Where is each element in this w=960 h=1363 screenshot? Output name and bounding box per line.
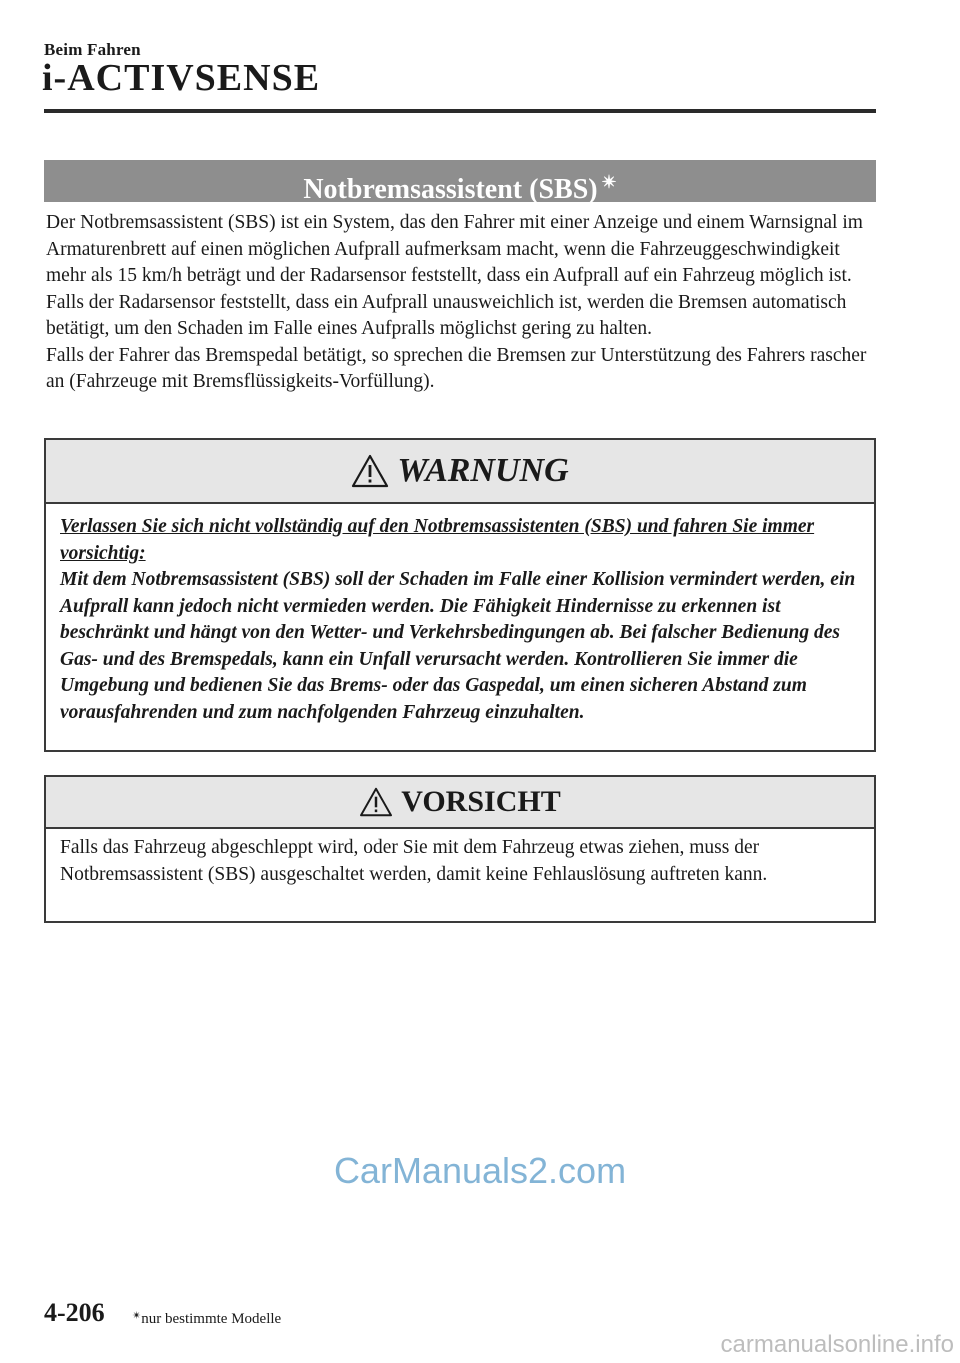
warning-lead: Verlassen Sie sich nicht vollständig auf den Notbremsassistenten (SBS) und fahren Sie immer vorsichtig: [60,516,815,564]
intro-paragraph-2: Falls der Fahrer das Bremspedal betätigt, so sprechen die Bremsen zur Unterstützung des Fahrers rascher an (Fahrzeuge mit Bremsflüssigkeits-Vorfüllung). [46,344,867,392]
caution-text: Falls das Fahrzeug abgeschleppt wird, oder Sie mit dem Fahrzeug etwas ziehen, muss der Notbremsassistent (SBS) ausgeschaltet werden, damit keine Fehlauslösung auftreten kann. [60,837,768,885]
caution-title: VORSICHT [401,785,561,818]
warning-triangle-icon [351,454,389,488]
caution-header [46,777,874,829]
warning-box [44,438,876,752]
footnote-marker: ✴ [132,1310,142,1322]
header-divider [44,109,876,113]
footnote-text: nur bestimmte Modelle [141,1311,282,1327]
warning-body [46,504,874,726]
warning-header [46,440,874,504]
optional-equipment-marker: ✴ [601,172,617,192]
warning-text: Mit dem Notbremsassistent (SBS) soll der Schaden im Falle einer Kollision vermindert werden, ein Aufprall kann jedoch nicht vermieden werden. Die Fähigkeit Hindernisse zu erkennen ist beschränkt und hängt von den Wetter- und Verkehrsbedingungen ab. Bei falscher Bedienung des Gas- und des Bremspedals, kann ein Unfall verursacht werden. Kontrollieren Sie immer die Umgebung und bedienen Sie das Brems- oder das Gaspedal, um einen sicheren Abstand zum vorausfahrenden und zum nachfolgenden Fahrzeug einzuhalten. [60,569,856,723]
page-number: 4-206 [44,1298,105,1327]
caution-box [44,775,876,923]
watermark: CarManuals2.com [333,1150,627,1191]
intro-text [46,210,876,396]
site-footer: carmanualsonline.info [720,1331,954,1358]
footnote [132,1309,281,1328]
section-title: Notbremsassistent (SBS) [303,174,598,205]
warning-triangle-icon [359,787,393,817]
section-label: Beim Fahren [44,40,141,59]
warning-title: WARNUNG [397,452,569,489]
section-title-bar [44,160,876,205]
intro-paragraph-1: Der Notbremsassistent (SBS) ist ein System, das den Fahrer mit einer Anzeige und einem Warnsignal im Armaturenbrett auf einen möglichen Aufprall aufmerksam macht, wenn die Fahrzeuggeschwindigkeit mehr als 15 km/h beträgt und der Radarsensor feststellt, dass ein Aufprall auf ein Fahrzeug möglich ist. Falls der Radarsensor feststellt, dass ein Aufprall unausweichlich ist, werden die Bremsen automatisch betätigt, um den Schaden im Falle eines Aufpralls möglichst gering zu halten. [46,212,863,339]
chapter-title: i-ACTIVSENSE [42,57,321,99]
